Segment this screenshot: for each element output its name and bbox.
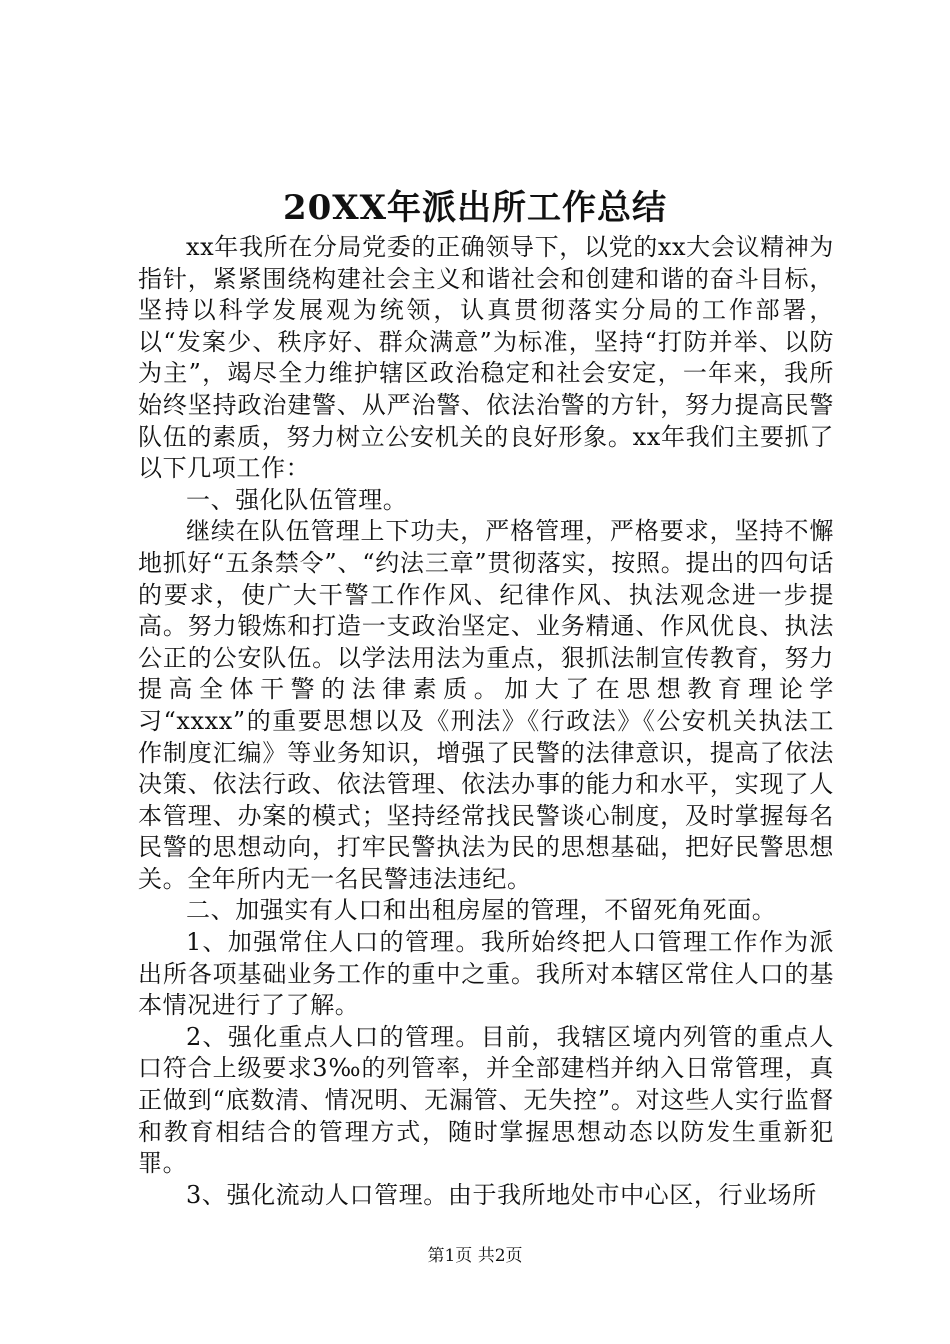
document-body	[138, 232, 834, 1211]
document-title: 20XX年派出所工作总结	[282, 188, 668, 228]
page-number-footer: 第1页 共2页	[427, 1246, 523, 1266]
section-heading-team-management: 一、强化队伍管理。	[186, 485, 408, 514]
paragraph-key-population: 2、强化重点人口的管理。目前，我辖区境内列管的重点人口符合上级要求3‰的列管率，并全部建档并纳入日常管理，真正做到“底数清、情况明、无漏管、无失控”。对这些人实行监督和教育相结合的管理方式，随时掌握思想动态以防发生重新犯罪。	[138, 1022, 834, 1178]
paragraph-intro: xx年我所在分局党委的正确领导下，以党的xx大会议精神为指针，紧紧围绕构建社会主义和谐社会和创建和谐的奋斗目标，坚持以科学发展观为统领，认真贯彻落实分局的工作部署，以“发案少、秩序好、群众满意”为标准，坚持“打防并举、以防为主”，竭尽全力维护辖区政治稳定和社会安定，一年来，我所始终坚持政治建警、从严治警、依法治警的方针，努力提高民警队伍的素质，努力树立公安机关的良好形象。xx年我们主要抓了以下几项工作：	[138, 233, 834, 483]
paragraph-team-management: 继续在队伍管理上下功夫，严格管理，严格要求，坚持不懈地抓好“五条禁令”、“约法三章”贯彻落实，按照。提出的四句话的要求，使广大干警工作作风、纪律作风、执法观念进一步提高。努力锻炼和打造一支政治坚定、业务精通、作风优良、执法公正的公安队伍。以学法用法为重点，狠抓法制宣传教育，努力提高全体干警的法律素质。加大了在思想教育理论学习“xxxx”的重要思想以及《刑法》《行政法》《公安机关执法工作制度汇编》等业务知识，增强了民警的法律意识，提高了依法决策、依法行政、依法管理、依法办事的能力和水平，实现了人本管理、办案的模式；坚持经常找民警谈心制度，及时掌握每名民警的思想动向，打牢民警执法为民的思想基础，把好民警思想关。全年所内无一名民警违法违纪。	[138, 517, 834, 893]
section-heading-population-management: 二、加强实有人口和出租房屋的管理，不留死角死面。	[186, 896, 777, 925]
paragraph-floating-population: 3、强化流动人口管理。由于我所地处市中心区，行业场所	[186, 1180, 817, 1209]
paragraph-resident-population: 1、加强常住人口的管理。我所始终把人口管理工作作为派出所各项基础业务工作的重中之重。我所对本辖区常住人口的基本情况进行了了解。	[138, 928, 834, 1020]
